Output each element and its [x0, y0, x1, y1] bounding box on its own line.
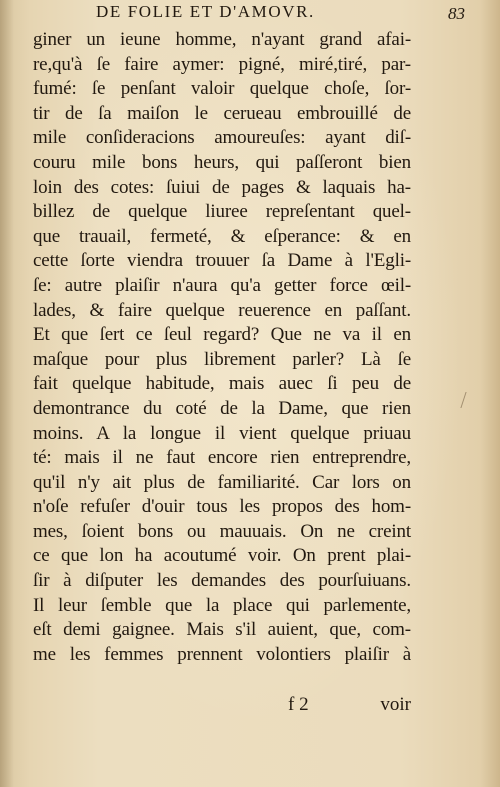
text-line: ce que lon ha acoutumé voir. On prent plai- — [33, 545, 411, 567]
text-line: maſque pour plus librement parler? Là ſe — [33, 348, 411, 370]
text-line: ſe: autre plaiſir n'aura qu'a getter force œil- — [33, 274, 411, 296]
text-line: mile conſideracions amoureuſes: ayant diſ- — [33, 127, 411, 149]
text-line: me les femmes prennent volontiers plaiſir à — [33, 643, 411, 665]
text-line: ſir à diſputer les demandes des pourſuiuans. — [33, 570, 411, 592]
text-line: mes, ſoient bons ou mauuais. On ne creint — [33, 520, 411, 542]
margin-pencil-mark — [460, 392, 474, 408]
text-line: tir de ſa maiſon le cerueau embrouillé de — [33, 102, 411, 124]
page-footer — [33, 694, 411, 718]
page-number: 83 — [448, 4, 465, 23]
body-text — [33, 28, 411, 667]
text-line: Il leur ſemble que la place qui parlemente, — [33, 594, 411, 616]
text-line: qu'il n'y ait plus de familiarité. Car lors on — [33, 471, 411, 493]
catchword: voir — [380, 694, 411, 715]
gutter-shadow — [0, 0, 14, 787]
text-line: fumé: ſe penſant valoir quelque choſe, ſor- — [33, 78, 411, 100]
text-line: billez de quelque liuree repreſentant quel- — [33, 201, 411, 223]
text-line: té: mais il ne faut encore rien entreprendre, — [33, 447, 411, 469]
text-line: que trauail, fermeté, & eſperance: & en — [33, 225, 411, 247]
text-line: demontrance du coté de la Dame, que rien — [33, 397, 411, 419]
text-line: cette ſorte viendra trouuer ſa Dame à l'Egli- — [33, 250, 411, 272]
running-head: DE FOLIE ET D'AMOVR. — [96, 2, 315, 21]
text-line: fait quelque habitude, mais auec ſi peu de — [33, 373, 411, 395]
text-line: eſt demi gaignee. Mais s'il auient, que, com- — [33, 619, 411, 641]
text-line: giner un ieune homme, n'ayant grand afai- — [33, 29, 411, 50]
text-line: re,qu'à ſe faire aymer: pigné, miré,tiré, par- — [33, 53, 411, 75]
signature-mark: f 2 — [288, 694, 309, 715]
text-line: loin des cotes: ſuiui de pages & laquais ha- — [33, 176, 411, 198]
text-line: n'oſe refuſer d'ouir tous les propos des hom- — [33, 496, 411, 518]
text-line: Et que ſert ce ſeul regard? Que ne va il en — [33, 324, 411, 346]
text-line: couru mile bons heurs, qui paſſeront bien — [33, 151, 411, 173]
text-line: lades, & faire quelque reuerence en paſſant. — [33, 299, 411, 321]
text-line: moins. A la longue il vient quelque priuau — [33, 422, 411, 444]
